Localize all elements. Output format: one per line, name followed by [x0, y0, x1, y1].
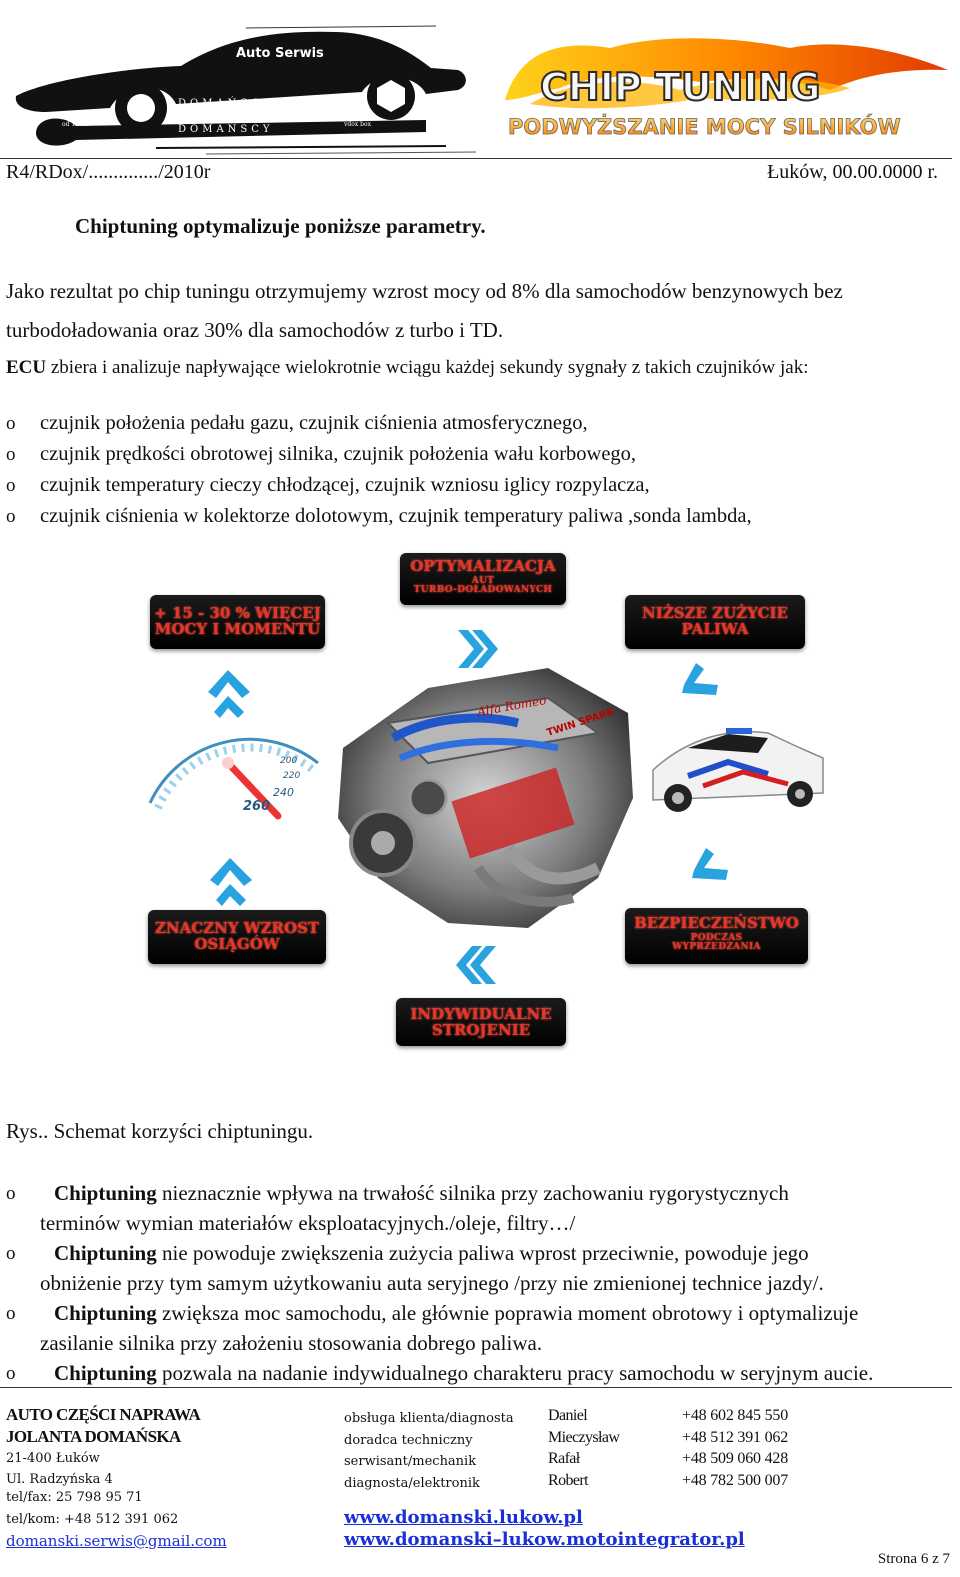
chip-tuning-title: CHIP TUNING — [540, 65, 821, 109]
person-name: Daniel — [548, 1407, 588, 1424]
benefit-text-cont: terminów wymian materiałów eksploatacyjnych./oleje, filtry…/ — [40, 1211, 576, 1235]
footer-mobile: tel/kom: +48 512 391 062 — [6, 1512, 179, 1527]
intro-line-1: Jako rezultat po chip tuningu otrzymujemy wzrost mocy od 8% dla samochodów benzynowych bez — [6, 279, 843, 303]
footer-divider — [0, 1387, 952, 1388]
list-item — [0, 1178, 950, 1238]
label-line: BEZPIECZEŃSTWO — [634, 914, 799, 932]
role-text: serwisant/mechanik — [344, 1454, 477, 1469]
footer-postal: 21-400 Łuków — [6, 1451, 100, 1466]
company-name-2: JOLANTA DOMAŃSKA — [6, 1427, 181, 1446]
label-individual-tuning — [396, 998, 566, 1046]
bullet-mark: o — [6, 1243, 16, 1264]
header-divider — [0, 158, 952, 159]
document-date: Łuków, 00.00.0000 r. — [767, 161, 938, 183]
footer-street: Ul. Radzyńska 4 — [6, 1472, 113, 1487]
document-reference: R4/RDox/............../2010r — [6, 161, 211, 183]
arrow-up-left-icon — [210, 858, 252, 906]
label-line: OSIĄGÓW — [194, 934, 280, 953]
footer-company — [6, 1404, 200, 1448]
label-line: PALIWA — [681, 619, 749, 638]
benefit-text-cont: obniżenie przy tym samym użytkowaniu auta seryjnego /przy nie zmienionej technice jazdy/. — [40, 1271, 824, 1295]
arrow-up-icon — [208, 670, 250, 718]
intro-line-2: turbodoładowania oraz 30% dla samochodów z turbo i TD. — [6, 318, 504, 342]
gauge-tick-240: 240 — [273, 786, 294, 799]
list-item — [0, 1358, 950, 1388]
sensor-text: czujnik prędkości obrotowej silnika, czujnik położenia wału korbowego, — [40, 443, 637, 465]
sensor-text: czujnik temperatury cieczy chłodzącej, czujnik wzniosu iglicy rozpylacza, — [40, 474, 650, 496]
label-line-small: TURBO-DOŁADOWANYCH — [413, 585, 553, 596]
role-text: obsługa klienta/diagnosta — [344, 1411, 514, 1426]
benefit-term: Chiptuning — [54, 1181, 157, 1205]
label-safety — [625, 908, 808, 964]
phone-number: +48 602 845 550 — [682, 1407, 789, 1424]
label-performance — [148, 910, 326, 964]
gauge-tick-200: 200 — [280, 756, 298, 766]
label-line: OPTYMALIZACJA — [410, 557, 556, 575]
arrow-down-right-icon — [692, 848, 728, 880]
ecu-text: zbiera i analizuje napływające wielokrotnie wciągu każdej sekundy sygnały z takich czujników jak: — [46, 357, 809, 378]
label-line: + 15 - 30 % WIĘCEJ — [154, 604, 321, 622]
bullet-mark: o — [6, 413, 16, 434]
footer-telfax: tel/fax: 25 798 95 71 — [6, 1490, 143, 1505]
label-line-small: AUT — [471, 575, 495, 586]
list-item — [0, 503, 940, 534]
sensor-list — [0, 410, 940, 534]
company-name-1: AUTO CZĘŚCI NAPRAWA — [6, 1405, 201, 1424]
ecu-term: ECU — [6, 357, 47, 378]
label-more-power — [150, 595, 325, 649]
police-car-image — [653, 728, 823, 812]
label-line-small: WYPRZEDZANIA — [672, 942, 761, 953]
arrow-left-icon — [456, 946, 496, 984]
phone-number: +48 512 391 062 — [682, 1428, 789, 1446]
figure-caption: Rys.. Schemat korzyści chiptuningu. — [6, 1119, 314, 1143]
bullet-mark: o — [6, 1183, 16, 1204]
benefit-term: Chiptuning — [54, 1301, 157, 1325]
gauge-tick-260: 260 — [243, 799, 271, 814]
label-line: INDYWIDUALNE — [410, 1005, 552, 1023]
website-link-1[interactable]: www.domanski.lukow.pl — [344, 1507, 583, 1528]
bullet-mark: o — [6, 444, 16, 465]
speedometer-image — [150, 739, 318, 816]
engine-badge-model: TWIN SPARK — [545, 706, 616, 739]
bullet-mark: o — [6, 1303, 16, 1324]
list-item — [0, 1238, 950, 1298]
sensor-text: czujnik położenia pedału gazu, czujnik ciśnienia atmosferycznego, — [40, 412, 588, 434]
label-lower-fuel — [625, 595, 805, 649]
footer-email-link[interactable]: domanski.serwis@gmail.com — [6, 1532, 227, 1550]
logo-left-small: od 1950r — [62, 121, 90, 128]
chiptuning-benefits-diagram — [128, 548, 838, 1053]
benefit-text: zwiększa moc samochodu, ale głównie poprawia moment obrotowy i optymalizuje — [156, 1301, 859, 1325]
list-item — [0, 441, 940, 472]
list-item — [0, 410, 940, 441]
engine-image — [338, 668, 633, 928]
list-item — [0, 1298, 950, 1358]
footer-roles — [344, 1408, 514, 1494]
benefit-term: Chiptuning — [54, 1361, 157, 1385]
role-text: diagnosta/elektronik — [344, 1475, 480, 1491]
label-line: STROJENIE — [431, 1020, 531, 1039]
person-name: Rafał — [548, 1450, 580, 1467]
person-name: Mieczysław — [548, 1428, 620, 1446]
arrow-right-icon — [458, 630, 498, 668]
bullet-mark: o — [6, 475, 16, 496]
label-line: MOCY I MOMENTU — [154, 619, 321, 638]
chip-tuning-logo — [500, 30, 950, 155]
bullet-mark: o — [6, 506, 16, 527]
arrow-down-icon — [682, 663, 718, 695]
role-text: doradca techniczny — [344, 1432, 473, 1448]
benefit-text: nieznacznie wpływa na trwałość silnika przy zachowaniu rygorystycznych — [156, 1181, 789, 1205]
benefits-list — [0, 1178, 950, 1388]
benefit-text: pozwala na nadanie indywidualnego charakteru pracy samochodu w seryjnym aucie. — [156, 1361, 874, 1385]
logo-top-text: Auto Serwis — [236, 46, 324, 61]
person-name: Robert — [548, 1471, 588, 1489]
benefit-term: Chiptuning — [54, 1241, 157, 1265]
gauge-tick-220: 220 — [283, 771, 301, 781]
bullet-mark: o — [6, 1363, 16, 1384]
label-line: NIŻSZE ZUŻYCIE — [642, 604, 788, 622]
page-number: Strona 6 z 7 — [877, 1551, 950, 1567]
footer-phones — [682, 1405, 788, 1491]
benefit-text-cont: zasilanie silnika przy założeniu stosowania dobrego paliwa. — [40, 1331, 543, 1355]
auto-serwis-logo — [6, 8, 476, 158]
footer-names — [548, 1405, 619, 1491]
sensor-text: czujnik ciśnienia w kolektorze dolotowym, czujnik temperatury paliwa ,sonda lambda, — [40, 505, 752, 527]
benefit-text: nie powoduje zwiększenia zużycia paliwa wprost przeciwnie, powoduje jego — [156, 1241, 809, 1265]
logo-right-small: vdox box — [344, 121, 371, 128]
logo-middle-text: DOMAŃSCY — [178, 98, 274, 109]
phone-number: +48 782 500 007 — [682, 1471, 789, 1489]
section-heading: Chiptuning optymalizuje poniższe parametry. — [75, 214, 486, 238]
chip-tuning-subtitle: PODWYŻSZANIE MOCY SILNIKÓW — [508, 115, 901, 139]
label-line: ZNACZNY WZROST — [154, 919, 320, 937]
label-line-small: PODCZAS — [690, 932, 743, 943]
engine-badge-brand: Alfa Romeo — [476, 693, 548, 719]
phone-number: +48 509 060 428 — [682, 1450, 789, 1467]
list-item — [0, 472, 940, 503]
website-link-2[interactable]: www.domanski–lukow.motointegrator.pl — [344, 1529, 745, 1550]
ecu-paragraph — [6, 357, 808, 379]
label-optimization — [400, 553, 566, 605]
logo-bottom-text: DOMAŃSCY — [178, 124, 274, 135]
